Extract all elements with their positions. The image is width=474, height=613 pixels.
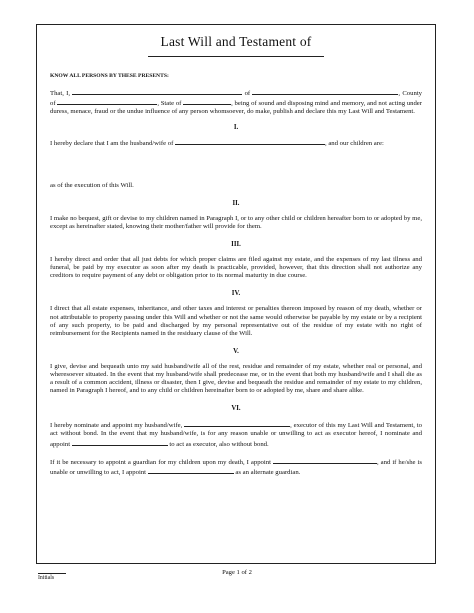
section-2-text: I make no bequest, gift or devise to my children named in Paragraph I, or to any other child or children hereafter born to or adopted by me, except as hereinafter stated, knowing their mother/father will provide for them. xyxy=(50,214,422,230)
section-numeral-1: I. xyxy=(233,124,239,132)
guardian-field[interactable] xyxy=(273,457,377,464)
section-6-text-f: and if he/she is unable or unwilling to act, I appoint xyxy=(50,458,422,476)
section-1-text-a: I hereby declare that I am the husband/wife of xyxy=(50,140,174,148)
intro-paragraph xyxy=(50,88,422,116)
section-1-text-c: as of the execution of this Will. xyxy=(50,181,134,189)
section-6-text-e: , xyxy=(376,458,379,466)
intro-text-of: of xyxy=(244,90,251,98)
section-4-text: I direct that all estate expenses, inheritance, and other taxes and interest or penalties thereon imposed by reason of my death, whether or not attributable to property passing under this Will and whether or not the same would otherwise be payable by my estate or by a recipient of any such property, to be paid and discharged by my personal representative out of the residue of my estate with no right of reimbursement for the Recipients named in the residuary clause of the Will. xyxy=(50,305,422,337)
section-1-text-b: , and our children are: xyxy=(324,140,384,148)
section-6-text-g: as an alternate guardian. xyxy=(235,468,301,476)
section-3-text: I hereby direct and order that all just debts for which proper claims are filed against my estate, and the expenses of my last illness and funeral, be paid by my executor as soon after my death is practicable, provided, however, that this direction shall not authorize any creditors to require payment of any debt or obligation prior to its normal maturity in due course. xyxy=(50,256,422,280)
section-numeral-6: VI. xyxy=(231,405,241,413)
testator-name-line[interactable] xyxy=(148,56,324,57)
county-field[interactable] xyxy=(57,98,157,105)
document-title: Last Will and Testament of xyxy=(160,34,312,49)
section-6-text-c: to act as executor, also without bond. xyxy=(169,440,269,448)
document-body xyxy=(50,68,422,477)
section-numeral-3: III. xyxy=(231,240,241,248)
intro-text-county: County of xyxy=(50,90,423,108)
state-field[interactable] xyxy=(183,98,231,105)
section-numeral-5: V. xyxy=(233,347,239,355)
alternate-guardian-field[interactable] xyxy=(148,467,234,474)
intro-text-declare: , being of sound and disposing mind and memory, and not acting under duress, menace, fraud or the undue influence of any person whomsoever, do make, publish and declare this my Last Will and Testament. xyxy=(50,100,422,116)
section-6-guardian xyxy=(50,457,422,477)
section-numeral-4: IV. xyxy=(231,290,241,298)
initials-line[interactable] xyxy=(38,573,66,574)
spouse-name-field[interactable] xyxy=(175,138,325,145)
section-6-text-a: I hereby nominate and appoint my husband/wife, xyxy=(50,422,183,430)
alternate-executor-field[interactable] xyxy=(72,439,168,446)
name-field[interactable] xyxy=(72,88,242,95)
page-number: Page 1 of 2 xyxy=(222,569,252,576)
executor-field[interactable] xyxy=(184,420,290,427)
intro-text-comma: , xyxy=(398,90,401,98)
section-numeral-2: II. xyxy=(232,199,240,207)
intro-text-state: , State of xyxy=(157,100,182,108)
initials-label: Initials xyxy=(38,575,55,581)
city-field[interactable] xyxy=(252,88,401,98)
section-5-text: I give, devise and bequeath unto my said husband/wife all of the rest, residue and remainder of my estate, whether real or personal, and wheresoever situated. In the event that my husband/wife shall predecease me, or in the event that both my husband/wife and I shall die as a result of a common accident, illness or disaster, then I give, devise and bequeath the residue and remainder of my estate to my children, named in Paragraph I hereof, and to any child or children hereinafter born to or adopted by me, share and share alike. xyxy=(50,362,422,395)
intro-heading: KNOW ALL PERSONS BY THESE PRESENTS: xyxy=(50,73,169,79)
section-6-text-d: If it be necessary to appoint a guardian for my children upon my death, I appoint xyxy=(50,458,271,466)
section-6-executor xyxy=(50,420,422,448)
intro-text-that: That, I, xyxy=(50,90,71,98)
section-6-text-b: , executor of this my Last Will and Testament, to act without bond. In the event that my husband/wife, is for any reason unable or unwilling to act as executor hereof, I nominate and appoint xyxy=(50,422,422,448)
section-1-text xyxy=(50,138,422,148)
